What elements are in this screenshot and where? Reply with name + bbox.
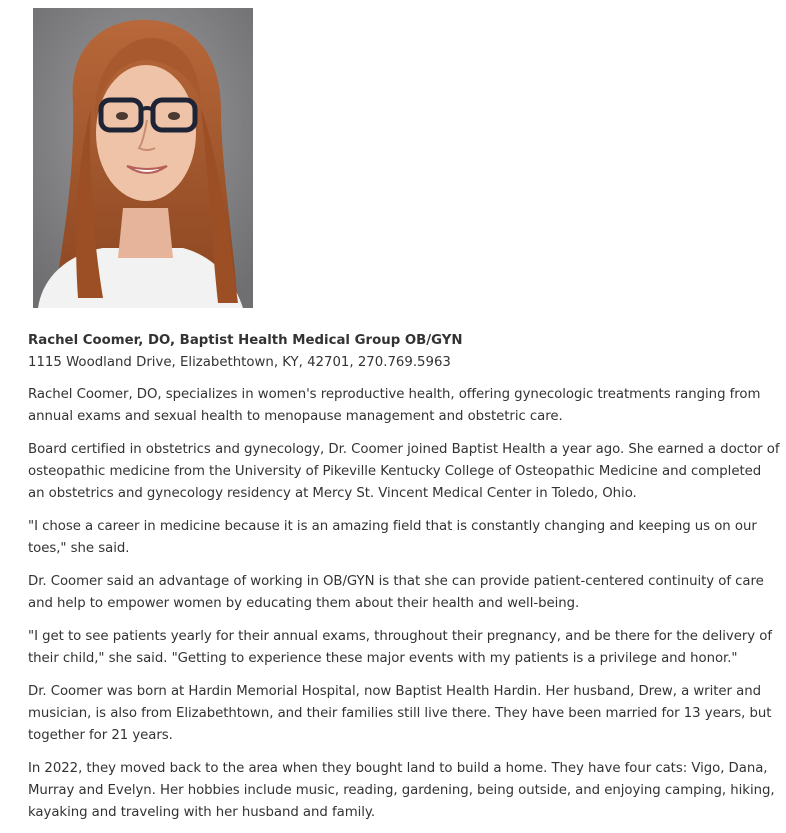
bio xyxy=(28,384,780,824)
bio-paragraph: Rachel Coomer, DO, specializes in women's reproductive health, offering gynecologic treatments ranging from annual exams and sexual health to menopause management and obstetric care. xyxy=(28,387,761,424)
bio-paragraph: "I get to see patients yearly for their annual exams, throughout their pregnancy, and be there for the delivery of their child," she said. "Getting to experience these major events with my patients is a privilege and honor." xyxy=(28,629,772,666)
bio-paragraph: In 2022, they moved back to the area when they bought land to build a home. They have four cats: Vigo, Dana, Murray and Evelyn. Her hobbies include music, reading, gardening, being outside, and enjoying camping, hiking, kayaking and traveling with her husband and family. xyxy=(28,761,775,820)
portrait-illustration xyxy=(33,8,253,308)
bio-paragraph: "I chose a career in medicine because it is an amazing field that is constantly changing and keeping us on our toes," she said. xyxy=(28,519,757,556)
profile-name: Rachel Coomer, DO, Baptist Health Medical Group OB/GYN xyxy=(28,333,463,348)
profile-content xyxy=(28,331,780,824)
portrait-photo xyxy=(33,8,253,308)
profile-address: 1115 Woodland Drive, Elizabethtown, KY, 42701, 270.769.5963 xyxy=(28,355,451,370)
bio-paragraph: Dr. Coomer was born at Hardin Memorial Hospital, now Baptist Health Hardin. Her husband, Drew, a writer and musician, is also from Elizabethtown, and their families still live there. They have been married for 13 years, but together for 21 years. xyxy=(28,684,772,743)
bio-paragraph: Dr. Coomer said an advantage of working in OB/GYN is that she can provide patient-centered continuity of care and help to empower women by educating them about their health and well-being. xyxy=(28,574,764,611)
bio-paragraph: Board certified in obstetrics and gynecology, Dr. Coomer joined Baptist Health a year ago. She earned a doctor of osteopathic medicine from the University of Pikeville Kentucky College of Osteopathic Medicine and completed an obstetrics and gynecology residency at Mercy St. Vincent Medical Center in Toledo, Ohio. xyxy=(28,442,780,501)
